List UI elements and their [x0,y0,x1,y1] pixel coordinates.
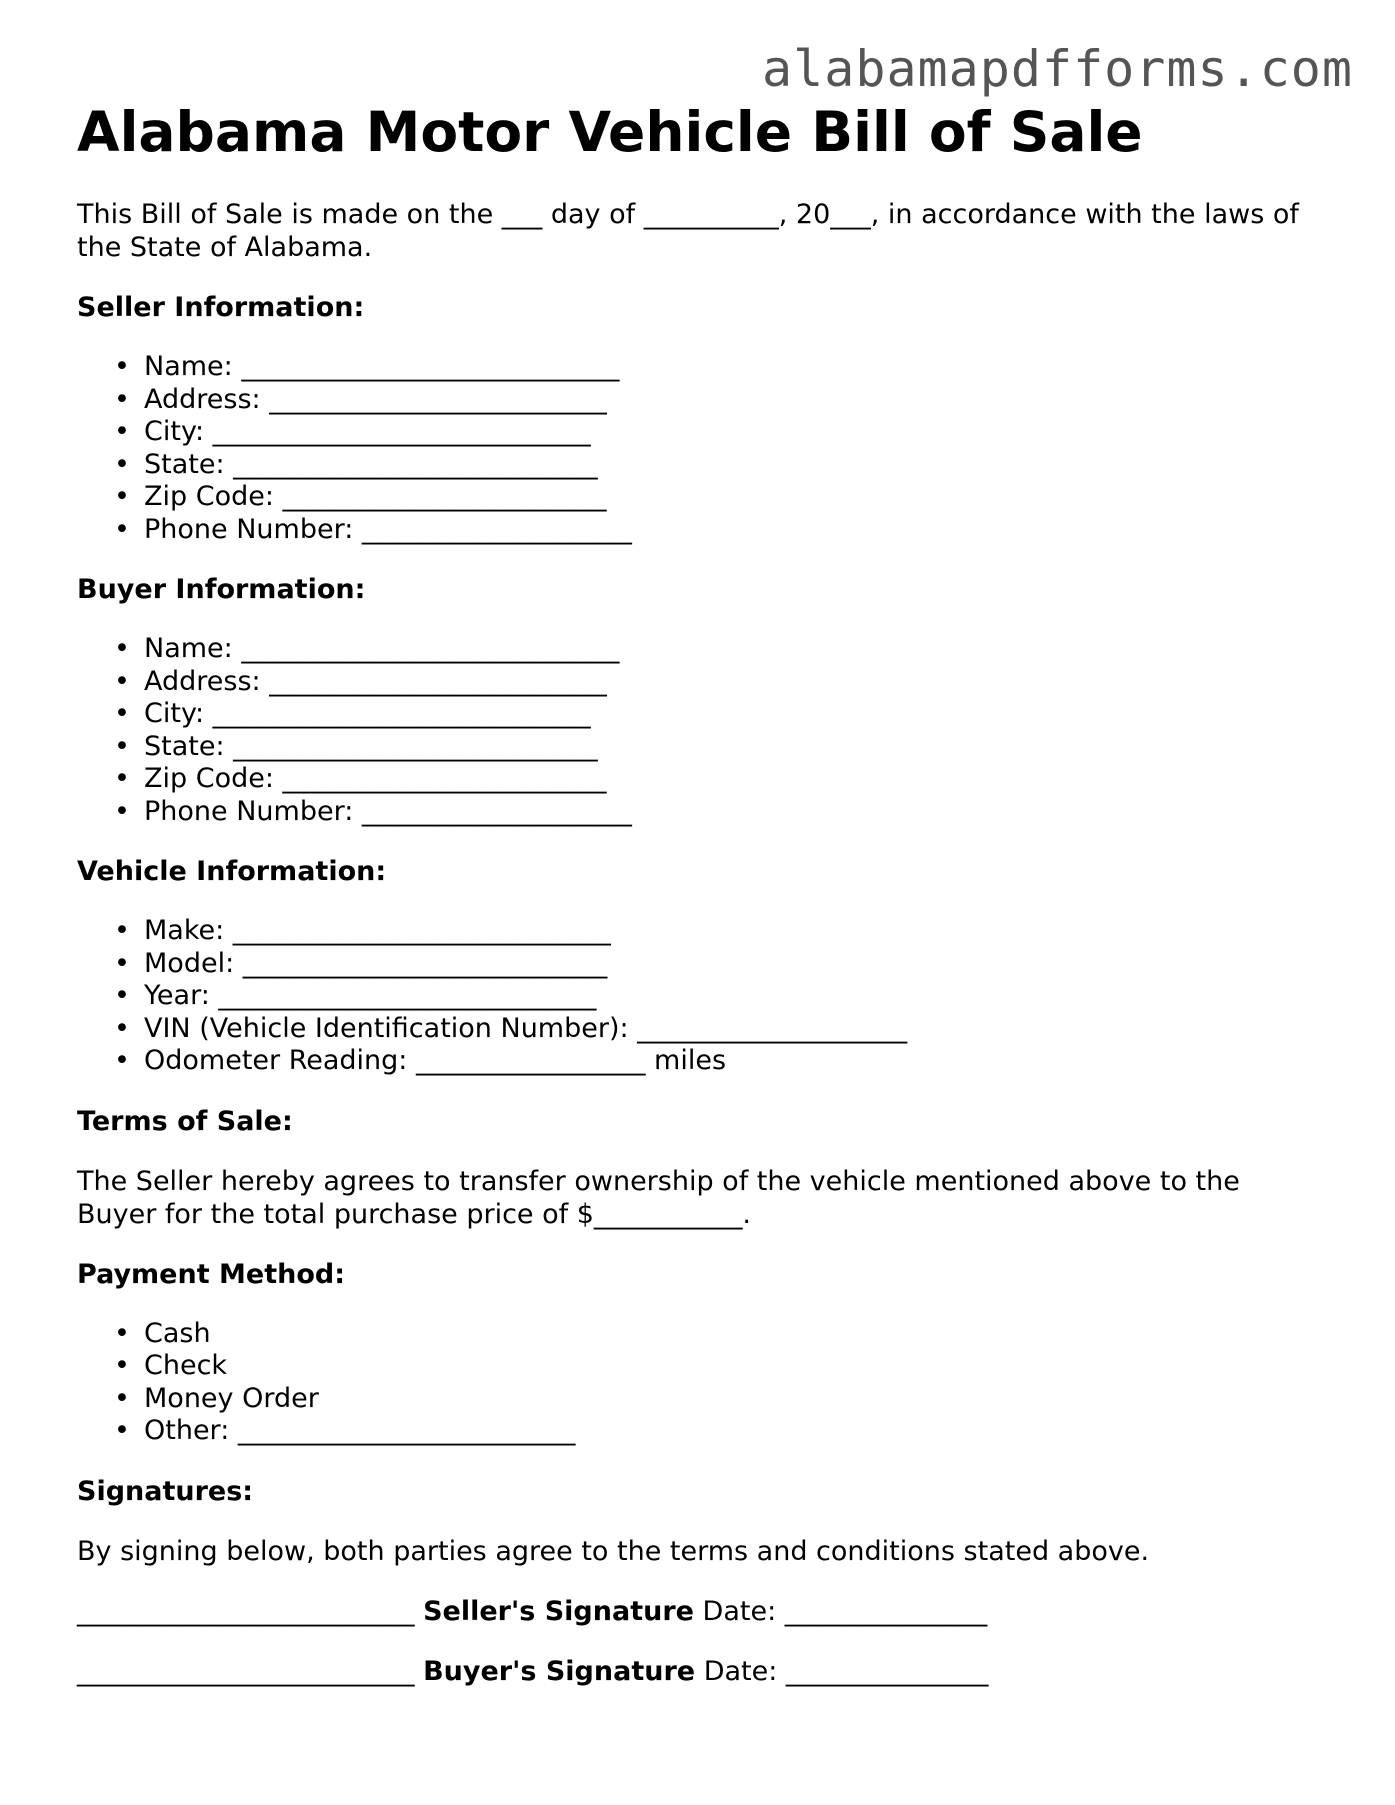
buyer-name-field: • Name: ____________________________ [144,633,1327,666]
payment-option-check: • Check [144,1350,1327,1383]
seller-city-field: • City: ____________________________ [144,416,1327,449]
seller-signature-row [77,1595,1327,1628]
buyer-heading: Buyer Information: [77,574,366,605]
buyer-date-label: Date: [703,1655,778,1687]
buyer-phone-field: • Phone Number: ____________________ [144,796,1327,829]
seller-date-label: Date: [702,1595,777,1627]
vehicle-odometer-field: • Odometer Reading: _________________ miles [144,1045,1327,1078]
vehicle-make-field: • Make: ____________________________ [144,915,1327,948]
seller-signature-label: Seller's Signature [423,1595,694,1627]
seller-signature-line: _________________________ [77,1595,415,1627]
document-body [77,98,1327,1688]
vehicle-heading: Vehicle Information: [77,856,387,887]
signatures-heading: Signatures: [77,1475,254,1507]
payment-option-money-order: • Money Order [144,1383,1327,1416]
seller-heading: Seller Information: [77,292,365,323]
buyer-fields [77,633,1327,828]
buyer-date-line: _______________ [785,1655,989,1687]
signatures-paragraph: By signing below, both parties agree to the terms and conditions stated above. [77,1535,1150,1567]
seller-phone-field: • Phone Number: ____________________ [144,514,1327,547]
vehicle-year-field: • Year: ____________________________ [144,980,1327,1013]
seller-fields [77,351,1327,546]
terms-paragraph: The Seller hereby agrees to transfer ownership of the vehicle mentioned above to the Buyer for the total purchase price of $___________. [77,1165,1240,1230]
seller-zip-field: • Zip Code: ________________________ [144,481,1327,514]
seller-address-field: • Address: _________________________ [144,384,1327,417]
payment-heading: Payment Method: [77,1258,346,1290]
vehicle-fields [77,915,1327,1078]
payment-option-cash: • Cash [144,1318,1327,1351]
buyer-city-field: • City: ____________________________ [144,698,1327,731]
page-title: Alabama Motor Vehicle Bill of Sale [77,100,1143,164]
buyer-address-field: • Address: _________________________ [144,666,1327,699]
seller-date-line: _______________ [784,1595,988,1627]
payment-options [77,1318,1327,1448]
payment-option-other: • Other: _________________________ [144,1415,1327,1448]
watermark: alabamapdfforms.com [762,40,1353,98]
vehicle-vin-field: • VIN (Vehicle Identification Number): ____________________ [144,1013,1327,1046]
buyer-zip-field: • Zip Code: ________________________ [144,763,1327,796]
vehicle-model-field: • Model: ___________________________ [144,948,1327,981]
buyer-signature-label: Buyer's Signature [423,1655,696,1687]
intro-paragraph: This Bill of Sale is made on the ___ day of __________, 20___, in accordance with the laws of the State of Alabama. [77,199,1299,263]
buyer-signature-line: _________________________ [77,1655,415,1687]
seller-name-field: • Name: ____________________________ [144,351,1327,384]
buyer-signature-row [77,1655,1327,1688]
terms-heading: Terms of Sale: [77,1105,293,1137]
seller-state-field: • State: ___________________________ [144,449,1327,482]
buyer-state-field: • State: ___________________________ [144,731,1327,764]
